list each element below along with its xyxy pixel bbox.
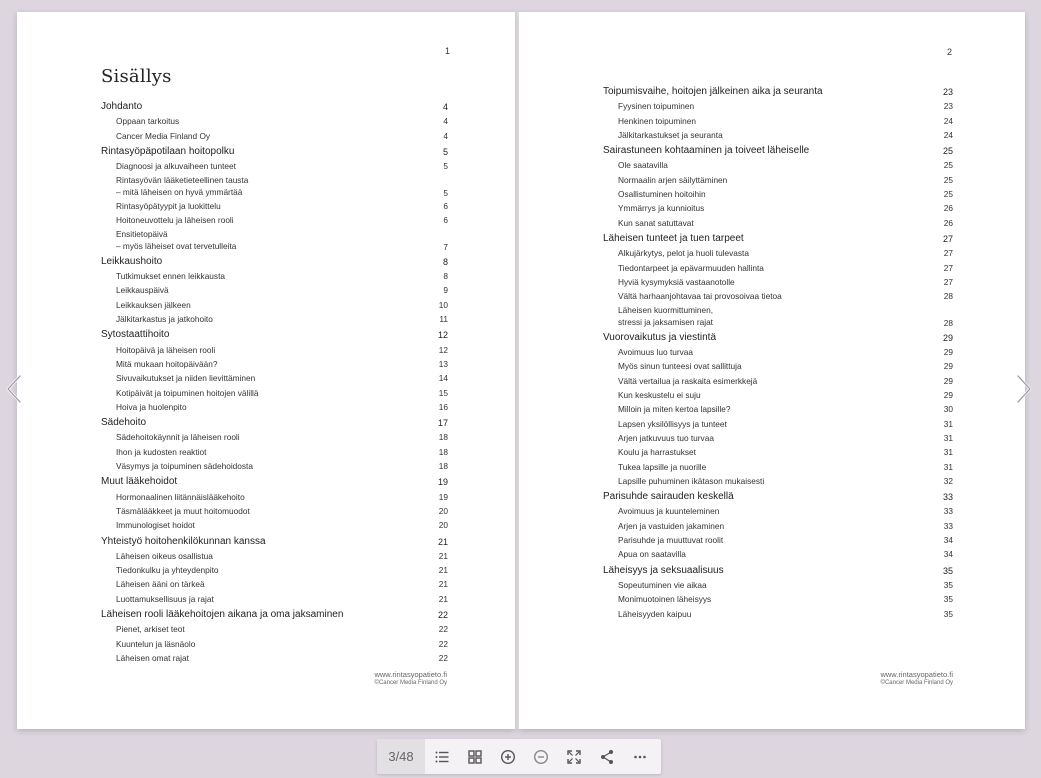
toc-section[interactable] bbox=[603, 445, 953, 459]
toc-entry-label: Alkujärkytys, pelot ja huoli tulevasta bbox=[618, 248, 749, 259]
toc-entry-page: 29 bbox=[943, 390, 953, 401]
toc-entry-page: 29 bbox=[943, 347, 953, 358]
toc-entry-page: 35 bbox=[942, 565, 953, 576]
toc-entry-label: Arjen jatkuvuus tuo turvaa bbox=[618, 432, 714, 443]
toc-entry-label: Henkinen toipuminen bbox=[618, 115, 696, 126]
toc-section[interactable] bbox=[603, 246, 953, 260]
toc-entry-page: 28 bbox=[943, 317, 953, 328]
toc-section[interactable] bbox=[101, 227, 448, 252]
toc-section[interactable] bbox=[603, 374, 953, 388]
share-icon bbox=[599, 749, 615, 765]
toc-section[interactable] bbox=[101, 504, 448, 518]
toc-chapter[interactable] bbox=[603, 144, 953, 158]
toc-section[interactable] bbox=[603, 547, 953, 561]
toc-section[interactable] bbox=[603, 128, 953, 142]
toc-section[interactable] bbox=[101, 129, 448, 143]
toc-entry-label: Ihon ja kudosten reaktiot bbox=[116, 446, 207, 457]
toc-entry-page: 32 bbox=[943, 475, 953, 486]
toc-button[interactable] bbox=[425, 739, 458, 774]
toc-entry-label: Mitä mukaan hoitopäivään? bbox=[116, 358, 218, 369]
page-indicator[interactable]: 3/48 bbox=[377, 739, 425, 774]
toc-entry-page: 21 bbox=[438, 550, 448, 561]
toc-section[interactable] bbox=[101, 592, 448, 606]
toc-entry-page: 25 bbox=[942, 146, 953, 157]
toc-entry-label: Kun keskustelu ei suju bbox=[618, 390, 701, 401]
toc-entry-label: Kun sanat satuttavat bbox=[618, 217, 694, 228]
page-number: 2 bbox=[947, 47, 953, 57]
toc-entry-page: 5 bbox=[443, 187, 448, 198]
toc-section[interactable] bbox=[603, 99, 953, 113]
toc-entry-label: Milloin ja miten kertoa lapsille? bbox=[618, 404, 731, 415]
toc-entry-label: Parisuhde sairauden keskellä bbox=[603, 491, 734, 503]
toc-section[interactable] bbox=[603, 460, 953, 474]
toc-entry-label: Hoitopäivä ja läheisen rooli bbox=[116, 344, 216, 355]
toc-section[interactable] bbox=[101, 400, 448, 414]
toc-entry-label: Immunologiset hoidot bbox=[116, 520, 195, 531]
viewer-toolbar bbox=[377, 739, 661, 774]
toc-section[interactable] bbox=[101, 298, 448, 312]
toc-entry-label: Hoiva ja huolenpito bbox=[116, 401, 187, 412]
toc-entry-page: 9 bbox=[443, 285, 448, 296]
toc-entry-label: Ymmärrys ja kunnioitus bbox=[618, 203, 705, 214]
toc-entry-page: 33 bbox=[942, 492, 953, 503]
toc-chapter[interactable] bbox=[101, 535, 448, 549]
toc-entry-label: Läheisyys ja seksuaalisuus bbox=[603, 564, 724, 576]
toc-section[interactable] bbox=[603, 417, 953, 431]
toc-entry-label: Rintasyöpäpotilaan hoitopolku bbox=[101, 145, 235, 157]
toc-entry-label: Leikkauksen jälkeen bbox=[116, 299, 191, 310]
toc-entry-page: 5 bbox=[443, 161, 448, 172]
toc-entry-page: 27 bbox=[943, 262, 953, 273]
toc-entry-page: 6 bbox=[443, 200, 448, 211]
toc-section[interactable] bbox=[603, 474, 953, 488]
toc-entry-label: Toipumisvaihe, hoitojen jälkeinen aika ja seuranta bbox=[603, 86, 823, 97]
toc-section[interactable] bbox=[101, 159, 448, 173]
toc-section[interactable] bbox=[603, 533, 953, 547]
toc-entry-page: 22 bbox=[438, 638, 448, 649]
toc-entry-page: 27 bbox=[943, 248, 953, 259]
toc-chapter[interactable] bbox=[603, 331, 953, 345]
toc-entry-page: 27 bbox=[943, 276, 953, 287]
toc-entry-page: 4 bbox=[443, 116, 448, 127]
toc-entry-label: Läheisen oikeus osallistua bbox=[116, 550, 213, 561]
toc-entry-label: Hormonaalinen liitännäislääkehoito bbox=[116, 491, 245, 502]
toc-entry-label: Hyviä kysymyksiä vastaanotolle bbox=[618, 276, 735, 287]
toc-entry-page: 31 bbox=[943, 432, 953, 443]
toc-section[interactable] bbox=[101, 577, 448, 591]
toc-entry-page: 11 bbox=[439, 314, 448, 325]
toc-entry-label: Diagnoosi ja alkuvaiheen tunteet bbox=[116, 161, 236, 172]
toc-entry-page: 4 bbox=[442, 102, 448, 112]
toc-section[interactable] bbox=[603, 216, 953, 230]
toc-section[interactable] bbox=[101, 357, 448, 371]
toc-section[interactable] bbox=[603, 519, 953, 533]
toc-section[interactable] bbox=[101, 114, 448, 128]
toc-entry-page: 15 bbox=[438, 387, 448, 398]
toc-entry-label: Tiedontarpeet ja epävarmuuden hallinta bbox=[618, 262, 764, 273]
toc-chapter[interactable] bbox=[101, 145, 448, 159]
toc-entry-label: Tukea lapsille ja nuorille bbox=[618, 461, 707, 472]
toc-entry-page: 35 bbox=[943, 594, 953, 605]
toc-entry-page: 25 bbox=[943, 160, 953, 171]
share-button[interactable] bbox=[590, 739, 623, 774]
toc-entry-page: 4 bbox=[443, 130, 448, 141]
table-of-contents-left bbox=[101, 98, 448, 665]
toc-entry-label: Väsymys ja toipuminen sädehoidosta bbox=[116, 461, 253, 472]
toc-entry-page: 24 bbox=[943, 115, 953, 126]
toc-entry-page: 33 bbox=[943, 506, 953, 517]
toc-entry-label: Apua on saatavilla bbox=[618, 549, 686, 560]
thumbnails-button[interactable] bbox=[458, 739, 491, 774]
toc-entry-page: 20 bbox=[438, 520, 448, 531]
toc-entry-label: Ole saatavilla bbox=[618, 160, 668, 171]
toc-entry-page: 27 bbox=[942, 233, 953, 244]
toc-entry-label: Myös sinun tunteesi ovat sallittuja bbox=[618, 361, 742, 372]
toc-section[interactable] bbox=[101, 371, 448, 385]
toc-entry-label: Sytostaattihoito bbox=[101, 329, 170, 341]
toc-section[interactable] bbox=[603, 388, 953, 402]
footer-copyright: ©Cancer Media Finland Oy bbox=[880, 680, 953, 686]
toc-section[interactable] bbox=[101, 283, 448, 297]
toc-entry-label: Avoimuus luo turvaa bbox=[618, 347, 694, 358]
toc-section[interactable] bbox=[101, 490, 448, 504]
toc-entry-label: Ensitietopäivä – myös läheiset ovat tervetulleita bbox=[116, 229, 237, 251]
toc-entry-page: 21 bbox=[437, 536, 448, 547]
toc-entry-page: 34 bbox=[943, 535, 953, 546]
toc-entry-label: Läheisyyden kaipuu bbox=[618, 608, 692, 619]
toc-entry-page: 12 bbox=[437, 330, 448, 341]
toc-entry-label: Läheisen kuormittuminen, stressi ja jaksamisen rajat bbox=[618, 305, 714, 327]
zoom-out-button[interactable] bbox=[524, 739, 557, 774]
toc-entry-label: Lapsille puhuminen ikätason mukaisesti bbox=[618, 475, 765, 486]
toc-entry-page: 21 bbox=[438, 579, 448, 590]
toc-entry-page: 35 bbox=[943, 608, 953, 619]
toc-section[interactable] bbox=[603, 345, 953, 359]
toc-entry-page: 18 bbox=[438, 446, 448, 457]
toc-entry-label: Rintasyöpätyypit ja luokittelu bbox=[116, 200, 221, 211]
toc-section[interactable] bbox=[603, 187, 953, 201]
toc-section[interactable] bbox=[101, 312, 448, 326]
toc-entry-page: 31 bbox=[943, 461, 953, 472]
toc-section[interactable] bbox=[101, 622, 448, 636]
toc-entry-label: Vuorovaikutus ja viestintä bbox=[603, 331, 717, 343]
toc-entry-label: Yhteistyö hoitohenkilökunnan kanssa bbox=[101, 535, 266, 547]
toc-entry-page: 23 bbox=[943, 101, 953, 112]
toc-section[interactable] bbox=[101, 651, 448, 665]
zoom-in-button[interactable] bbox=[491, 739, 524, 774]
footer-copyright: ©Cancer Media Finland Oy bbox=[374, 680, 447, 686]
toc-entry-page: 31 bbox=[943, 418, 953, 429]
toc-section[interactable] bbox=[603, 402, 953, 416]
left-page bbox=[17, 12, 515, 729]
table-of-contents-icon bbox=[434, 749, 450, 765]
toc-entry-label: Parisuhde ja muuttuvat roolit bbox=[618, 535, 724, 546]
toc-entry-page: 22 bbox=[437, 610, 448, 621]
toc-entry-label: Hoitoneuvottelu ja läheisen rooli bbox=[116, 215, 234, 226]
toc-entry-label: Sivuvaikutukset ja niiden lievittäminen bbox=[116, 373, 256, 384]
toc-entry-page: 29 bbox=[942, 332, 953, 343]
toc-section[interactable] bbox=[101, 213, 448, 227]
toc-entry-page: 21 bbox=[438, 593, 448, 604]
toc-entry-page: 35 bbox=[943, 579, 953, 590]
toc-section[interactable] bbox=[101, 386, 448, 400]
toc-entry-page: 30 bbox=[943, 404, 953, 415]
toc-entry-page: 10 bbox=[438, 299, 448, 310]
toc-section[interactable] bbox=[101, 549, 448, 563]
toc-section[interactable] bbox=[603, 201, 953, 215]
toc-section[interactable] bbox=[603, 607, 953, 621]
toc-entry-label: Muut lääkehoidot bbox=[101, 476, 178, 488]
toc-entry-page: 29 bbox=[943, 361, 953, 372]
toc-section[interactable] bbox=[603, 592, 953, 606]
toc-entry-page: 14 bbox=[438, 373, 448, 384]
page-footer bbox=[880, 670, 953, 686]
toc-section[interactable] bbox=[603, 289, 953, 303]
toc-section[interactable] bbox=[603, 173, 953, 187]
toc-entry-page: 8 bbox=[442, 256, 448, 267]
toc-entry-label: Sopeutuminen vie aikaa bbox=[618, 579, 707, 590]
toc-entry-page: 34 bbox=[943, 549, 953, 560]
toc-entry-label: Läheisen ääni on tärkeä bbox=[116, 579, 205, 590]
toc-entry-label: Pienet, arkiset teot bbox=[116, 624, 185, 635]
toc-chapter[interactable] bbox=[101, 100, 448, 114]
next-page-button[interactable] bbox=[1013, 372, 1035, 406]
toc-chapter[interactable] bbox=[101, 255, 448, 269]
toc-chapter[interactable] bbox=[101, 416, 448, 430]
toc-chapter[interactable] bbox=[603, 564, 953, 578]
toc-entry-label: Sairastuneen kohtaaminen ja toiveet läheiselle bbox=[603, 145, 810, 157]
toc-entry-label: Monimuotoinen läheisyys bbox=[618, 594, 712, 605]
toc-entry-label: Läheisen rooli lääkehoitojen aikana ja oma jaksaminen bbox=[101, 609, 344, 621]
page-footer bbox=[374, 670, 447, 686]
toc-entry-page: 5 bbox=[442, 146, 448, 157]
fullscreen-button[interactable] bbox=[557, 739, 590, 774]
toc-entry-page: 16 bbox=[438, 401, 448, 412]
previous-page-button[interactable] bbox=[3, 372, 25, 406]
toc-section[interactable] bbox=[603, 431, 953, 445]
toc-chapter[interactable] bbox=[101, 328, 448, 342]
zoom-in-icon bbox=[500, 749, 516, 765]
toc-entry-page: 6 bbox=[443, 215, 448, 226]
toc-section[interactable] bbox=[603, 504, 953, 518]
toc-entry-page: 33 bbox=[943, 520, 953, 531]
right-page bbox=[519, 12, 1025, 729]
toc-section[interactable] bbox=[603, 275, 953, 289]
toc-entry-page: 8 bbox=[443, 271, 448, 282]
toc-entry-label: Lapsen yksilöllisyys ja tunteet bbox=[618, 418, 727, 429]
toc-entry-page: 12 bbox=[438, 344, 448, 355]
toc-entry-label: Leikkaushoito bbox=[101, 255, 163, 267]
toc-entry-page: 19 bbox=[437, 477, 448, 488]
toc-section[interactable] bbox=[603, 359, 953, 373]
toc-entry-label: Läheisen omat rajat bbox=[116, 652, 189, 663]
toc-entry-label: Vältä vertailua ja raskaita esimerkkejä bbox=[618, 375, 758, 386]
toc-entry-label: Fyysinen toipuminen bbox=[618, 101, 695, 112]
toc-entry-page: 25 bbox=[943, 174, 953, 185]
toc-entry-label: Läheisen tunteet ja tuen tarpeet bbox=[603, 232, 744, 244]
toc-entry-page: 24 bbox=[943, 129, 953, 140]
toc-section[interactable] bbox=[101, 445, 448, 459]
toc-entry-page: 28 bbox=[943, 291, 953, 302]
toc-entry-label: Kuuntelun ja läsnäolo bbox=[116, 638, 196, 649]
toc-section[interactable] bbox=[101, 269, 448, 283]
toc-chapter[interactable] bbox=[603, 490, 953, 504]
toc-entry-label: Jälkitarkastus ja jatkohoito bbox=[116, 314, 213, 325]
toc-entry-label: Sädehoitokäynnit ja läheisen rooli bbox=[116, 432, 240, 443]
footer-url[interactable]: www.rintasyopatieto.fi bbox=[374, 670, 447, 679]
toc-entry-label: Jälkitarkastukset ja seuranta bbox=[618, 129, 723, 140]
toc-section[interactable] bbox=[603, 261, 953, 275]
toc-entry-page: 26 bbox=[943, 203, 953, 214]
toc-chapter[interactable] bbox=[101, 475, 448, 489]
toc-entry-page: 22 bbox=[438, 624, 448, 635]
toc-entry-page: 29 bbox=[943, 375, 953, 386]
toc-entry-label: Oppaan tarkoitus bbox=[116, 116, 180, 127]
toc-entry-label: Rintasyövän lääketieteellinen tausta – mitä läheisen on hyvä ymmärtää bbox=[116, 175, 249, 197]
toc-entry-page: 22 bbox=[438, 652, 448, 663]
toc-entry-page: 13 bbox=[438, 358, 448, 369]
table-of-contents-right bbox=[603, 83, 953, 621]
toc-section[interactable] bbox=[101, 173, 448, 198]
toc-section[interactable] bbox=[101, 343, 448, 357]
toc-entry-label: Arjen ja vastuiden jakaminen bbox=[618, 520, 725, 531]
toc-entry-label: Tutkimukset ennen leikkausta bbox=[116, 271, 225, 282]
zoom-out-icon bbox=[533, 749, 549, 765]
toc-section[interactable] bbox=[603, 158, 953, 172]
toc-chapter[interactable] bbox=[603, 85, 953, 99]
toc-entry-page: 31 bbox=[943, 447, 953, 458]
toc-entry-label: Kotipäivät ja toipuminen hoitojen välillä bbox=[116, 387, 259, 398]
toc-section[interactable] bbox=[101, 199, 448, 213]
toc-section[interactable] bbox=[101, 459, 448, 473]
toc-entry-page: 23 bbox=[942, 87, 953, 97]
toc-section[interactable] bbox=[101, 518, 448, 532]
toc-entry-label: Sädehoito bbox=[101, 417, 147, 429]
toc-entry-label: Tiedonkulku ja yhteydenpito bbox=[116, 565, 219, 576]
more-icon bbox=[632, 749, 648, 765]
more-button[interactable] bbox=[623, 739, 656, 774]
toc-entry-label: Osallistuminen hoitoihin bbox=[618, 189, 706, 200]
toc-entry-page: 19 bbox=[438, 491, 448, 502]
toc-entry-label: Vältä harhaanjohtavaa tai provosoivaa tietoa bbox=[618, 291, 782, 302]
toc-entry-page: 17 bbox=[437, 418, 448, 429]
chevron-left-icon bbox=[3, 372, 25, 406]
toc-section[interactable] bbox=[101, 563, 448, 577]
chevron-right-icon bbox=[1013, 372, 1035, 406]
toc-entry-page: 26 bbox=[943, 217, 953, 228]
page-number: 1 bbox=[445, 46, 451, 56]
toc-entry-page: 25 bbox=[943, 189, 953, 200]
toc-entry-page: 18 bbox=[438, 432, 448, 443]
toc-entry-label: Avoimuus ja kuunteleminen bbox=[618, 506, 720, 517]
toc-entry-label: Leikkauspäivä bbox=[116, 285, 169, 296]
grid-view-icon bbox=[467, 749, 483, 765]
toc-section[interactable] bbox=[603, 578, 953, 592]
toc-entry-label: Luottamuksellisuus ja rajat bbox=[116, 593, 214, 604]
toc-entry-page: 21 bbox=[438, 565, 448, 576]
toc-section[interactable] bbox=[101, 430, 448, 444]
toc-chapter[interactable] bbox=[603, 232, 953, 246]
toc-entry-label: Täsmälääkkeet ja muut hoitomuodot bbox=[116, 505, 250, 516]
fullscreen-icon bbox=[566, 749, 582, 765]
toc-section[interactable] bbox=[603, 303, 953, 328]
toc-entry-label: Koulu ja harrastukset bbox=[618, 447, 696, 458]
footer-url[interactable]: www.rintasyopatieto.fi bbox=[880, 670, 953, 679]
toc-entry-page: 7 bbox=[443, 241, 448, 252]
toc-title: Sisällys bbox=[101, 66, 172, 87]
toc-entry-label: Johdanto bbox=[101, 101, 143, 112]
toc-chapter[interactable] bbox=[101, 608, 448, 622]
toc-entry-label: Normaalin arjen säilyttäminen bbox=[618, 174, 728, 185]
toc-section[interactable] bbox=[101, 637, 448, 651]
toc-entry-label: Cancer Media Finland Oy bbox=[116, 130, 211, 141]
toc-entry-page: 18 bbox=[438, 461, 448, 472]
toc-entry-page: 20 bbox=[438, 505, 448, 516]
toc-section[interactable] bbox=[603, 114, 953, 128]
